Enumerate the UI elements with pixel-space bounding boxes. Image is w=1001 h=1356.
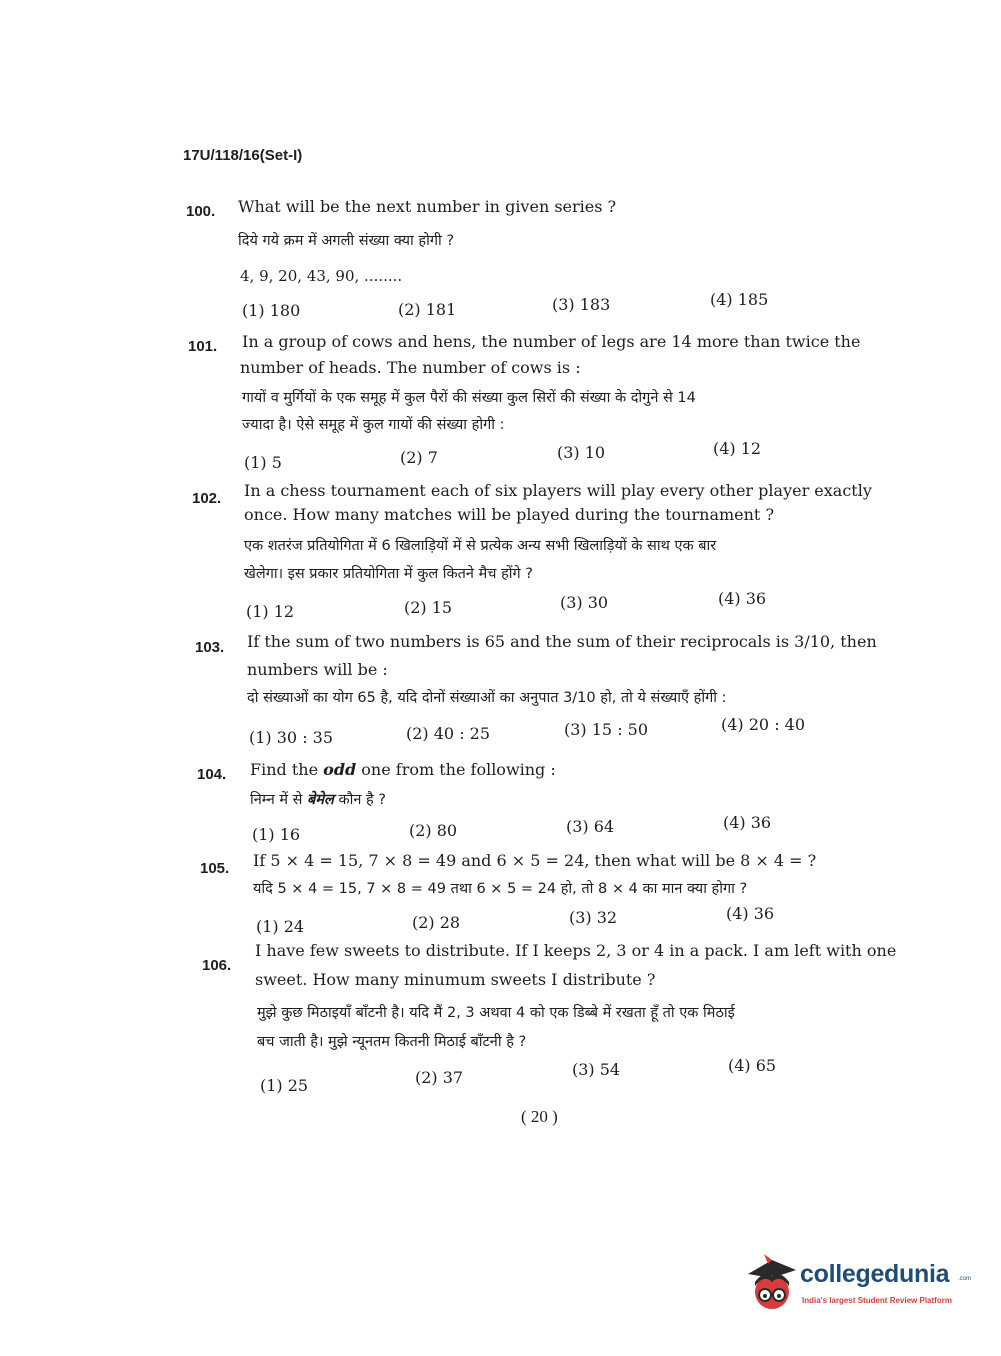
logo-wordmark: collegedunia <box>800 1260 950 1288</box>
question-text-hi <box>250 789 386 811</box>
text-part: one from the following : <box>356 760 556 779</box>
option: (4) 20 : 40 <box>721 715 806 734</box>
option: (3) 54 <box>572 1060 621 1079</box>
option: (2) 7 <box>400 448 438 467</box>
option: (3) 32 <box>569 908 618 927</box>
question-text-en: In a group of cows and hens, the number of legs are 14 more than twice the <box>242 332 861 351</box>
question-text-en: once. How many matches will be played during the tournament ? <box>244 505 775 524</box>
option: (4) 36 <box>726 904 775 923</box>
text-part: Find the <box>250 760 324 779</box>
question-text-en: sweet. How many minumum sweets I distribute ? <box>255 970 656 989</box>
question-text-en <box>250 759 556 781</box>
option: (3) 30 <box>560 593 609 612</box>
option: (2) 15 <box>404 598 453 617</box>
question-text-hi: यदि 5 × 4 = 15, 7 × 8 = 49 तथा 6 × 5 = 24 हो, तो 8 × 4 का मान क्या होगा ? <box>253 881 748 897</box>
question-text-hi: ज्यादा है। ऐसे समूह में कुल गायों की संख्या होगी : <box>242 417 505 433</box>
option: (2) 28 <box>412 913 461 932</box>
option: (2) 80 <box>409 821 458 840</box>
option: (1) 30 : 35 <box>249 728 334 747</box>
question-text-en: If the sum of two numbers is 65 and the sum of their reciprocals is 3/10, then <box>247 632 877 651</box>
question-number: 103. <box>195 639 225 656</box>
option: (4) 36 <box>718 589 767 608</box>
logo-tagline: India's largest Student Review Platform <box>802 1296 952 1305</box>
option: (2) 181 <box>398 300 457 319</box>
question-text-hi: मुझे कुछ मिठाइयाँ बाँटनी है। यदि मैं 2, 3 अथवा 4 को एक डिब्बे में रखता हूँ तो एक मिठाई <box>257 1005 735 1021</box>
question-text-hi: खेलेगा। इस प्रकार प्रतियोगिता में कुल कितने मैच होंगे ? <box>244 566 533 582</box>
page-number: ( 20 ) <box>521 1107 558 1126</box>
question-number: 106. <box>202 957 232 974</box>
option: (4) 12 <box>713 439 762 458</box>
question-text-hi: गायों व मुर्गियों के एक समूह में कुल पैरों की संख्या कुल सिरों की संख्या के दोगुने से 14 <box>242 390 696 406</box>
question-text-hi: बच जाती है। मुझे न्यूनतम कितनी मिठाई बाँटनी है ? <box>257 1034 527 1050</box>
option: (1) 16 <box>252 825 301 844</box>
mascot-icon <box>742 1252 802 1314</box>
question-text-en: number of heads. The number of cows is : <box>240 358 581 377</box>
paper-code: 17U/118/16(Set-I) <box>183 147 303 164</box>
option: (3) 10 <box>557 443 606 462</box>
option: (4) 185 <box>710 290 769 309</box>
option: (1) 5 <box>244 453 282 472</box>
question-text-en: I have few sweets to distribute. If I keeps 2, 3 or 4 in a pack. I am left with one <box>255 941 897 960</box>
question-number: 100. <box>186 203 216 220</box>
option: (3) 15 : 50 <box>564 720 649 739</box>
option: (1) 25 <box>260 1076 309 1095</box>
question-text-en: numbers will be : <box>247 660 388 679</box>
option: (3) 183 <box>552 295 611 314</box>
question-text-en: In a chess tournament each of six players will play every other player exactly <box>244 481 872 500</box>
question-number: 104. <box>197 766 227 783</box>
question-text-hi: दो संख्याओं का योग 65 है, यदि दोनों संख्याओं का अनुपात 3/10 हो, तो ये संख्याएँ होंगी : <box>247 690 727 706</box>
option: (1) 24 <box>256 917 305 936</box>
option: (4) 65 <box>728 1056 777 1075</box>
question-text-en: If 5 × 4 = 15, 7 × 8 = 49 and 6 × 5 = 24, then what will be 8 × 4 = ? <box>253 851 817 870</box>
option: (3) 64 <box>566 817 615 836</box>
question-text-en: What will be the next number in given series ? <box>238 197 617 216</box>
option: (2) 37 <box>415 1068 464 1087</box>
series-values: 4, 9, 20, 43, 90, ........ <box>240 267 403 285</box>
collegedunia-logo <box>742 1252 972 1322</box>
option: (2) 40 : 25 <box>406 724 491 743</box>
option: (4) 36 <box>723 813 772 832</box>
text-part: निम्न में से <box>250 792 308 808</box>
logo-suffix: .com <box>958 1276 972 1282</box>
question-number: 101. <box>188 338 218 355</box>
option: (1) 12 <box>246 602 295 621</box>
question-text-hi: दिये गये क्रम में अगली संख्या क्या होगी ? <box>238 233 455 249</box>
option: (1) 180 <box>242 301 301 320</box>
question-number: 105. <box>200 860 230 877</box>
question-number: 102. <box>192 490 222 507</box>
question-text-hi: एक शतरंज प्रतियोगिता में 6 खिलाड़ियों में से प्रत्येक अन्य सभी खिलाड़ियों के साथ एक बार <box>244 538 717 554</box>
emphasis-odd: odd <box>323 760 357 779</box>
emphasis-odd-hi: बेमेल <box>307 792 334 808</box>
text-part: कौन है ? <box>333 792 387 808</box>
